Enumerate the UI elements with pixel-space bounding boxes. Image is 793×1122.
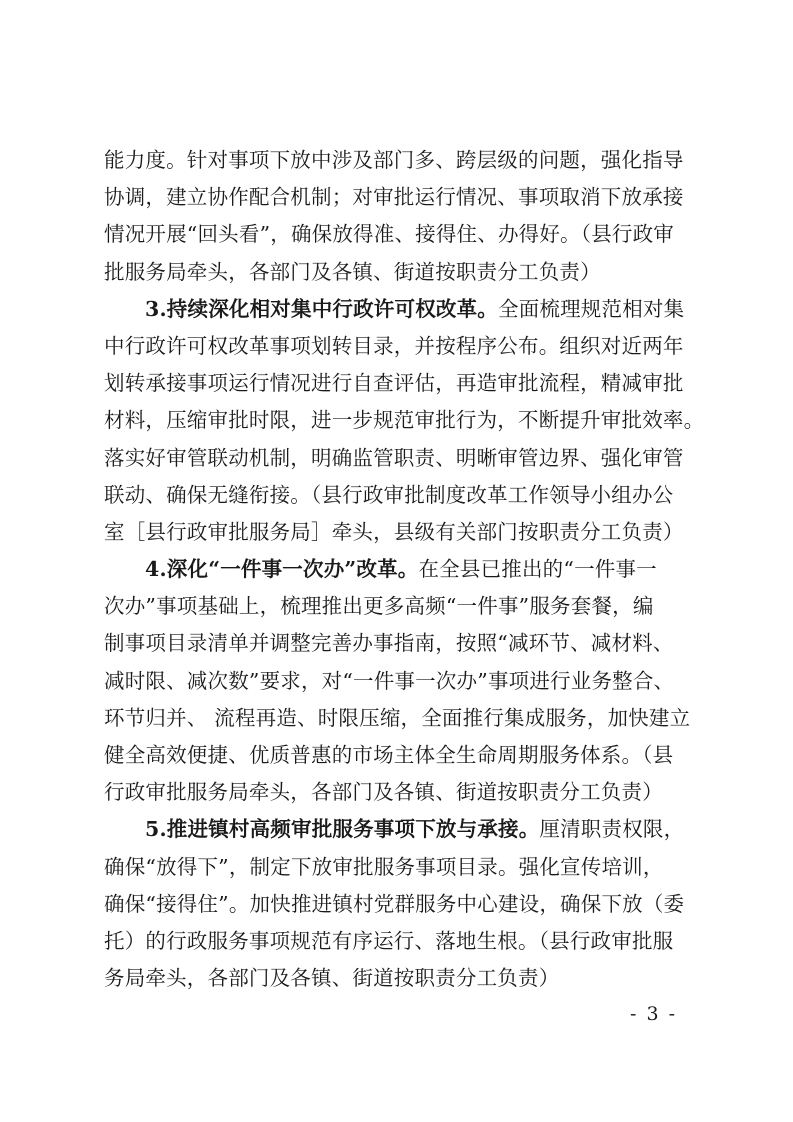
text-line — [104, 625, 704, 662]
text-line — [104, 328, 704, 365]
line-text: 划转承接事项运行情况进行自查评估，再造审批流程，精减审批 — [104, 371, 684, 396]
text-line — [104, 960, 704, 997]
line-text: 材料，压缩审批时限，进一步规范审批行为，不断提升审批效率。 — [104, 408, 705, 433]
text-line — [104, 588, 704, 625]
text-line — [104, 179, 704, 216]
text-line — [104, 663, 704, 700]
text-line — [104, 774, 704, 811]
page-number: - 3 - — [630, 1003, 678, 1025]
line-text: 在全县已推出的“一件事一 — [418, 557, 657, 582]
text-line — [104, 811, 704, 848]
line-text: 室［县行政审批服务局］牵头，县级有关部门按职责分工负责） — [104, 519, 684, 544]
text-line — [104, 886, 704, 923]
text-line — [104, 365, 704, 402]
line-text: 能力度。针对事项下放中涉及部门多、跨层级的问题，强化指导 — [104, 148, 684, 172]
line-text: 批服务局牵头，各部门及各镇、街道按职责分工负责） — [104, 259, 601, 284]
text-line — [104, 254, 704, 291]
line-text: 全面梳理规范相对集 — [498, 296, 685, 321]
text-line — [104, 551, 704, 588]
line-text: 制事项目录清单并调整完善办事指南，按照“减环节、减材料、 — [104, 631, 674, 656]
text-line — [104, 923, 704, 960]
text-line — [104, 849, 704, 886]
line-text: 落实好审管联动机制，明确监管职责、明晰审管边界、强化审管 — [104, 445, 684, 470]
item-heading: 4.深化“一件事一次办”改革。 — [145, 557, 419, 582]
line-text: 协调，建立协作配合机制；对审批运行情况、事项取消下放承接 — [104, 185, 684, 210]
text-line — [104, 700, 704, 737]
item-heading: 3.持续深化相对集中行政许可权改革。 — [145, 296, 498, 321]
line-text: 托）的行政服务事项规范有序运行、落地生根。（县行政审批服 — [104, 928, 674, 953]
body-text — [104, 142, 704, 997]
line-text: 中行政许可权改革事项划转目录，并按程序公布。组织对近两年 — [104, 333, 684, 358]
text-line — [104, 291, 704, 328]
line-text: 确保“放得下”，制定下放审批服务事项目录。强化宣传培训， — [104, 854, 664, 879]
line-text: 环节归并、 流程再造、时限压缩，全面推行集成服务，加快建立 — [104, 705, 691, 730]
text-line — [104, 216, 704, 253]
line-text: 情况开展“回头看”，确保放得准、接得住、办得好。（县行政审 — [104, 222, 675, 247]
line-text: 次办”事项基础上，梳理推出更多高频“一件事”服务套餐，编 — [104, 594, 654, 619]
text-line — [104, 440, 704, 477]
line-text: 减时限、减次数”要求，对“一件事一次办”事项进行业务整合、 — [104, 668, 675, 693]
line-text: 健全高效便捷、优质普惠的市场主体全生命周期服务体系。（县 — [104, 743, 674, 767]
text-line — [104, 142, 704, 179]
text-line — [104, 477, 704, 514]
text-line — [104, 737, 704, 774]
line-text: 务局牵头，各部门及各镇、街道按职责分工负责） — [104, 966, 560, 991]
line-text: 确保“接得住”。加快推进镇村党群服务中心建设，确保下放（委 — [104, 891, 685, 916]
text-line — [104, 514, 704, 551]
line-text: 联动、确保无缝衔接。（县行政审批制度改革工作领导小组办公 — [104, 482, 674, 507]
line-text: 厘清职责权限， — [539, 817, 685, 842]
line-text: 行政审批服务局牵头，各部门及各镇、街道按职责分工负责） — [104, 780, 663, 805]
item-heading: 5.推进镇村高频审批服务事项下放与承接。 — [145, 817, 540, 842]
text-line — [104, 402, 704, 439]
